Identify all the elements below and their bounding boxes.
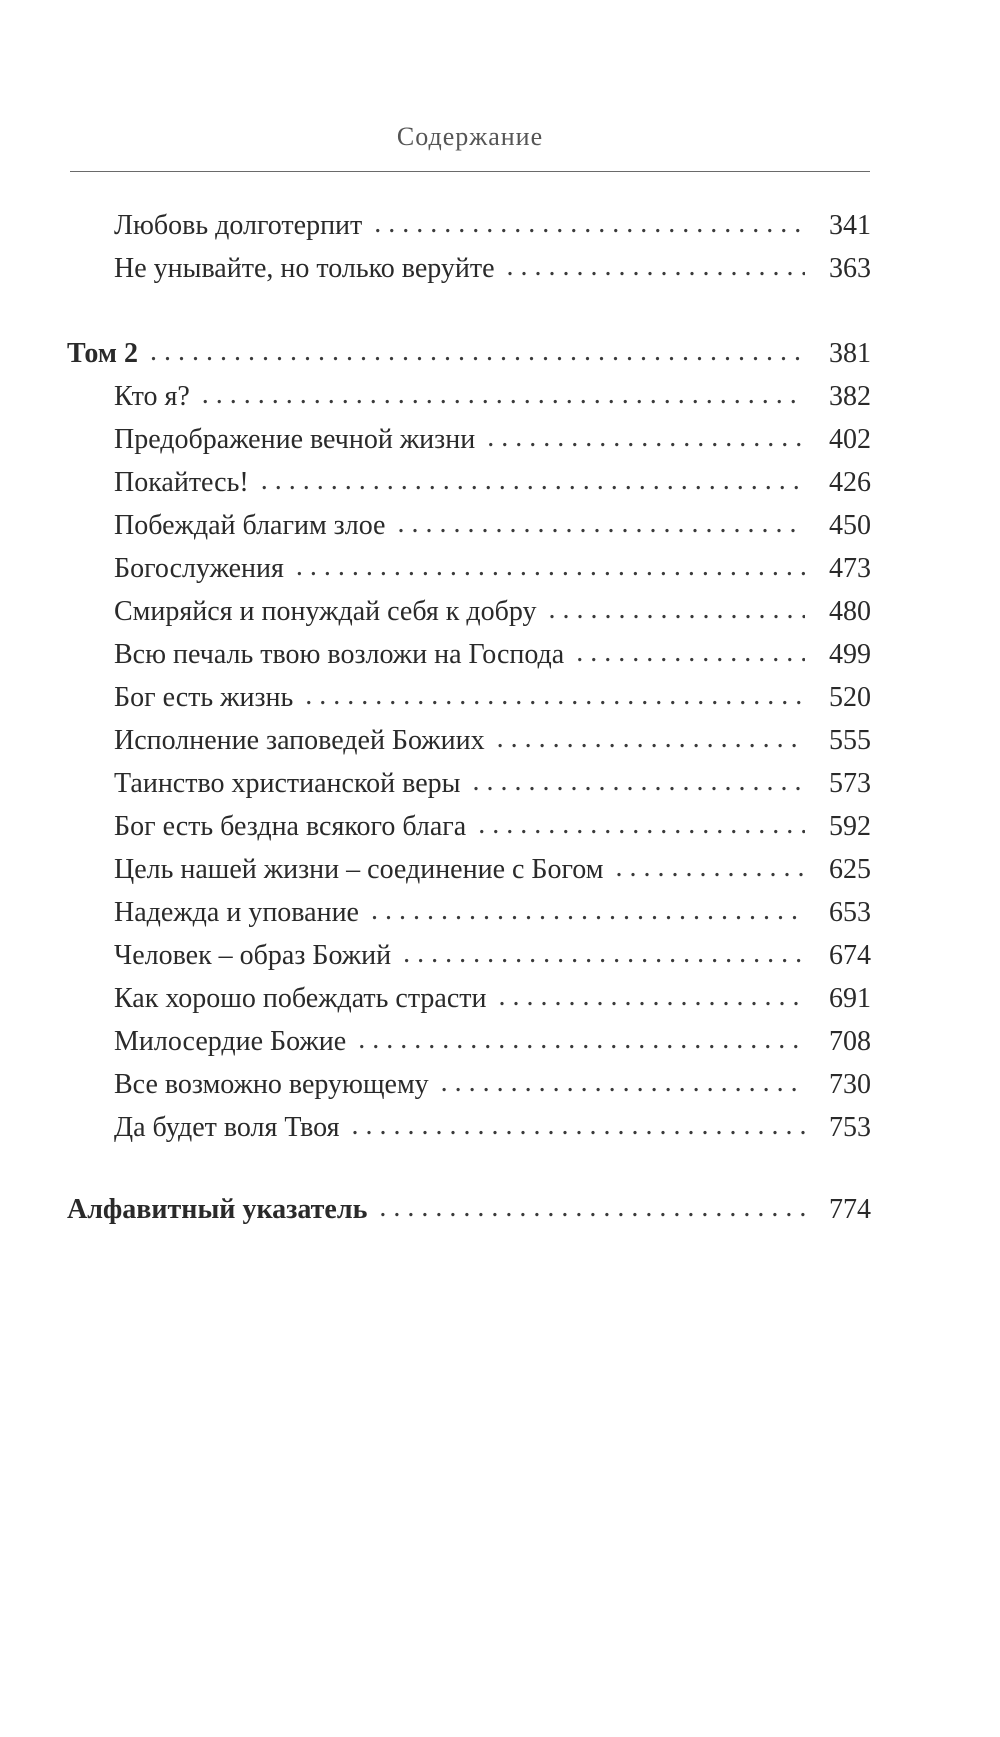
toc-entry-title: Человек – образ Божий: [114, 940, 392, 971]
toc-entry[interactable]: [114, 1105, 871, 1151]
toc-entry[interactable]: [114, 503, 871, 549]
toc-entry-title: Как хорошо побеждать страсти: [114, 983, 487, 1014]
dot-leader: [379, 1185, 805, 1231]
toc-volume-page: 381: [829, 338, 871, 369]
toc-entry-title: Предображение вечной жизни: [114, 424, 476, 455]
toc-entry-title: Все возможно верующему: [114, 1069, 429, 1100]
toc-entry[interactable]: [114, 632, 871, 678]
toc-entry-title: Смиряйся и понуждай себя к добру: [114, 596, 537, 627]
toc-entry-title: Побеждай благим злое: [114, 510, 386, 541]
dot-leader: [202, 372, 805, 418]
toc-entry[interactable]: [114, 675, 871, 721]
toc-volume-heading[interactable]: [67, 331, 871, 377]
toc-entry-page: 573: [829, 768, 871, 799]
dot-leader: [441, 1060, 805, 1106]
dot-leader: [499, 974, 805, 1020]
toc-entry[interactable]: [114, 374, 871, 420]
toc-index-heading[interactable]: [67, 1187, 871, 1233]
running-head: Содержание: [396, 122, 544, 151]
toc-entry-title: Цель нашей жизни – соединение с Богом: [114, 854, 604, 885]
toc-entry[interactable]: [114, 203, 871, 249]
dot-leader: [403, 931, 805, 977]
dot-leader: [497, 716, 805, 762]
toc-entry-page: 499: [829, 639, 871, 670]
toc-entry[interactable]: [114, 761, 871, 807]
toc-entry[interactable]: [114, 933, 871, 979]
toc-entry-page: 341: [829, 210, 871, 241]
dot-leader: [507, 244, 805, 290]
toc-entry[interactable]: [114, 804, 871, 850]
toc-entry-title: Надежда и упование: [114, 897, 359, 928]
toc-entry[interactable]: [114, 589, 871, 635]
toc-entry-page: 480: [829, 596, 871, 627]
toc-entry-title: Бог есть жизнь: [114, 682, 294, 713]
dot-leader: [472, 759, 805, 805]
toc-entry[interactable]: [114, 417, 871, 463]
toc-entry-page: 674: [829, 940, 871, 971]
toc-entry-title: Да будет воля Твоя: [114, 1112, 340, 1143]
dot-leader: [487, 415, 805, 461]
toc-entry-page: 653: [829, 897, 871, 928]
toc-entry-title: Бог есть бездна всякого блага: [114, 811, 467, 842]
toc-index-title: Алфавитный указатель: [67, 1194, 368, 1225]
toc-entry-title: Богослужения: [114, 553, 284, 584]
toc-entry-title: Милосердие Божие: [114, 1026, 347, 1057]
dot-leader: [296, 544, 805, 590]
toc-entry-title: Исполнение заповедей Божиих: [114, 725, 485, 756]
toc-entry-page: 426: [829, 467, 871, 498]
toc-entry-page: 708: [829, 1026, 871, 1057]
toc-entry-page: 382: [829, 381, 871, 412]
toc-entry-page: 625: [829, 854, 871, 885]
toc-entry-page: 402: [829, 424, 871, 455]
toc-entry-title: Таинство христианской веры: [114, 768, 461, 799]
toc-entry-title: Любовь долготерпит: [114, 210, 363, 241]
dot-leader: [305, 673, 805, 719]
toc-entry-page: 363: [829, 253, 871, 284]
dot-leader: [478, 802, 805, 848]
toc-entry[interactable]: [114, 1062, 871, 1108]
toc-entry-page: 555: [829, 725, 871, 756]
toc-entry-page: 753: [829, 1112, 871, 1143]
toc-entry-page: 691: [829, 983, 871, 1014]
dot-leader: [150, 329, 805, 375]
toc-entry[interactable]: [114, 718, 871, 764]
toc-entry[interactable]: [114, 847, 871, 893]
dot-leader: [615, 845, 805, 891]
toc-index-page: 774: [829, 1194, 871, 1225]
toc-entry-title: Всю печаль твою возложи на Господа: [114, 639, 565, 670]
toc-entry-page: 520: [829, 682, 871, 713]
dot-leader: [351, 1103, 805, 1149]
toc-volume-title: Том 2: [67, 338, 138, 369]
dot-leader: [549, 587, 806, 633]
toc-entry[interactable]: [114, 246, 871, 292]
toc-entry[interactable]: [114, 890, 871, 936]
toc-entry-page: 473: [829, 553, 871, 584]
toc-entry[interactable]: [114, 460, 871, 506]
toc-entry-page: 450: [829, 510, 871, 541]
dot-leader: [576, 630, 805, 676]
toc-entry-title: Кто я?: [114, 381, 190, 412]
toc-entry-title: Покайтесь!: [114, 467, 249, 498]
toc-entry-page: 592: [829, 811, 871, 842]
dot-leader: [371, 888, 805, 934]
toc-entry[interactable]: [114, 546, 871, 592]
dot-leader: [397, 501, 805, 547]
dot-leader: [261, 458, 805, 504]
toc-entry-page: 730: [829, 1069, 871, 1100]
toc-entry-title: Не унывайте, но только веруйте: [114, 253, 495, 284]
toc-entry[interactable]: [114, 1019, 871, 1065]
dot-leader: [358, 1017, 805, 1063]
dot-leader: [374, 201, 805, 247]
toc-entry[interactable]: [114, 976, 871, 1022]
